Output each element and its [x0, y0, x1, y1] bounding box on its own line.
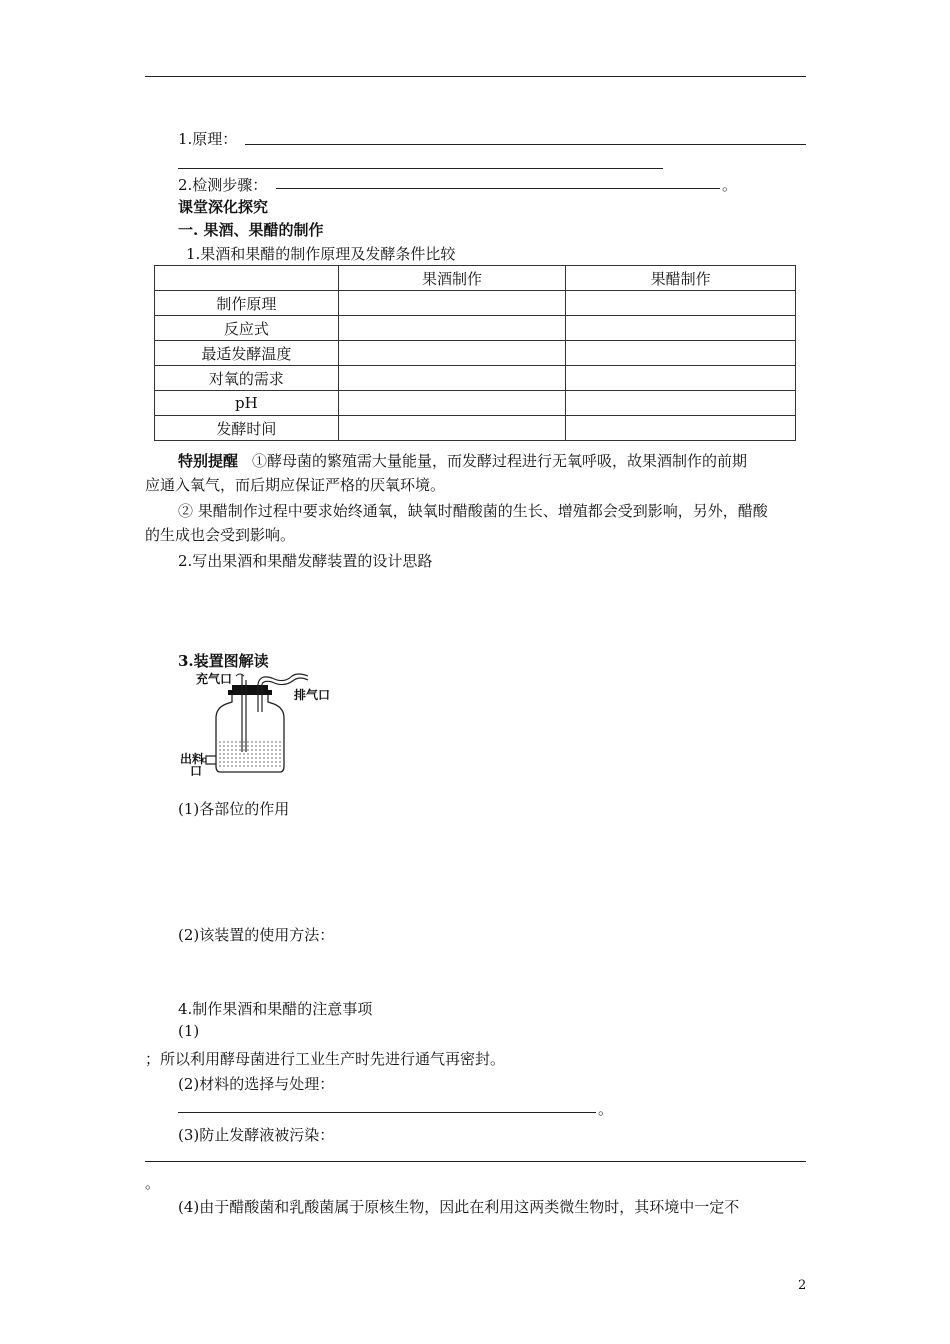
row-label: 对氧的需求 [155, 366, 339, 391]
inlet-label: 充气口 [196, 672, 233, 686]
item2-title: 2.写出果酒和果醋发酵装置的设计思路 [178, 552, 433, 570]
steps-blank[interactable] [276, 188, 720, 189]
answer-cell[interactable] [566, 341, 796, 366]
principle-label: 1.原理： [178, 130, 238, 148]
note-1: (1) [178, 1022, 200, 1040]
fermentation-apparatus-diagram [176, 670, 336, 776]
row-label: 最适发酵温度 [155, 341, 339, 366]
tip-label: 特别提醒 [178, 452, 239, 470]
page-number: 2 [798, 1278, 807, 1293]
outlet-label-1: 出料 [180, 752, 205, 766]
note-3-blank[interactable] [145, 1161, 806, 1162]
answer-cell[interactable] [566, 391, 796, 416]
principle-blank-1[interactable] [245, 144, 806, 145]
table-header-cell [155, 266, 339, 291]
note-3: (3)防止发酵液被污染： [178, 1126, 335, 1144]
table-row [155, 316, 796, 341]
row-label: 反应式 [155, 316, 339, 341]
answer-cell[interactable] [566, 316, 796, 341]
answer-cell[interactable] [338, 316, 566, 341]
header-rule [145, 76, 806, 77]
steps-label: 2.检测步骤： [178, 176, 268, 194]
table-row [155, 291, 796, 316]
answer-cell[interactable] [338, 416, 566, 441]
outlet-label-2: 口 [190, 764, 203, 778]
answer-cell[interactable] [566, 366, 796, 391]
question-1: (1)各部位的作用 [178, 800, 290, 818]
item1-title: 1.果酒和果醋的制作原理及发酵条件比较 [186, 245, 456, 263]
tip-line-1 [178, 450, 747, 471]
item4-title: 4.制作果酒和果醋的注意事项 [178, 1000, 373, 1018]
answer-cell[interactable] [338, 366, 566, 391]
row-label: pH [155, 391, 339, 416]
table-header-row [155, 266, 796, 291]
table-row [155, 366, 796, 391]
table-row [155, 341, 796, 366]
table-header-cell: 果酒制作 [338, 266, 566, 291]
note-3-end: 。 [145, 1174, 161, 1192]
answer-cell[interactable] [338, 341, 566, 366]
item3-heading: 3.装置图解读 [178, 652, 269, 670]
tip-line-2: 应通入氧气，而后期应保证严格的厌氧环境。 [145, 476, 446, 494]
tip-text-1: ①酵母菌的繁殖需大量能量，而发酵过程进行无氧呼吸，故果酒制作的前期 [252, 452, 748, 470]
question-2: (2)该装置的使用方法： [178, 926, 335, 944]
comparison-table [154, 265, 796, 441]
exhaust-label: 排气口 [294, 688, 331, 702]
answer-cell[interactable] [566, 416, 796, 441]
table-header-cell: 果醋制作 [566, 266, 796, 291]
section-heading: 课堂深化探究 [178, 198, 269, 216]
row-label: 发酵时间 [155, 416, 339, 441]
steps-end: 。 [722, 176, 738, 194]
note-1-continued: ；所以利用酵母菌进行工业生产时先进行通气再密封。 [145, 1050, 506, 1068]
row-label: 制作原理 [155, 291, 339, 316]
tip-line-4: 的生成也会受到影响。 [145, 526, 296, 544]
principle-blank-2[interactable] [178, 168, 663, 169]
note-2: (2)材料的选择与处理： [178, 1075, 335, 1093]
table-row [155, 391, 796, 416]
table-row [155, 416, 796, 441]
note-4: (4)由于醋酸菌和乳酸菌属于原核生物，因此在利用这两类微生物时，其环境中一定不 [178, 1198, 740, 1216]
note-2-end: 。 [598, 1100, 614, 1118]
tip-line-3: ② 果醋制作过程中要求始终通氧，缺氧时醋酸菌的生长、增殖都会受到影响，另外，醋酸 [178, 502, 768, 520]
note-2-blank[interactable] [178, 1112, 596, 1113]
answer-cell[interactable] [566, 291, 796, 316]
answer-cell[interactable] [338, 291, 566, 316]
part1-heading: 一. 果酒、果醋的制作 [178, 221, 324, 239]
answer-cell[interactable] [338, 391, 566, 416]
